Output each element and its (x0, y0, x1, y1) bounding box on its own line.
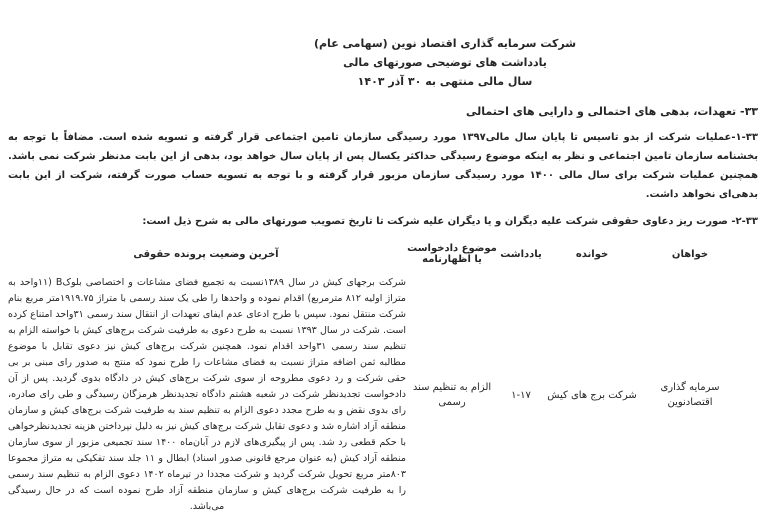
fiscal-period: سال مالی منتهی به ۳۰ آذر ۱۴۰۳ (357, 75, 533, 88)
cell-defendant: شرکت برج های کیش (547, 389, 637, 401)
column-header-case-status: آخرین وضعیت پرونده حقوقی (133, 248, 279, 260)
column-header-defendant: خوانده (575, 248, 609, 260)
column-header-note: یادداشت (500, 248, 542, 260)
document-title: یادداشت های توضیحی صورتهای مالی (343, 56, 547, 69)
column-header-subject: موضوع دادخواست یا اظهارنامه (407, 243, 497, 265)
table-header-row (6, 237, 740, 271)
legal-cases-table (0, 237, 768, 515)
company-name: شرکت سرمایه گذاری اقتصاد نوین (سهامی عام) (313, 37, 577, 50)
cell-note-ref: ۱-۱۷ (511, 389, 531, 401)
cell-subject: الزام به تنظیم سند رسمی (412, 382, 492, 408)
column-header-plaintiff: خواهان (671, 248, 709, 260)
section-33-title: ۳۳- تعهدات، بدهی های احتمالی و دارایی های احتمالی (465, 105, 758, 118)
table-row (6, 275, 740, 515)
cell-plaintiff: سرمایه گذاری اقتصادنوین (660, 382, 720, 408)
note-33-2-intro: ۲-۳۳- صورت ریز دعاوی حقوقی شرکت علیه دیگران و یا دیگران علیه شرکت تا تاریخ تصویب صورتهای مالی به شرح ذیل است: (142, 216, 758, 227)
cell-case-status: شرکت برجهای کیش در سال ۱۳۸۹نسبت به تجمیع فضای مشاعات و اختصاصی بلوکB (۱۱واحد به متراژ اولیه ۸۱۲ مترمربع) اقدام نموده و واحدها را طی یک سند رسمی با متراژ ۱۹۱۹.۷۵متر مربع بنام شرکت منتقل نمود. سپس با طرح ادعای عدم ایفای تعهدات از انتقال سند رسمی ۳۱واحد امتناع کرده است. شرکت در سال ۱۳۹۳ نسبت به طرح دعوی به طرفیت شرکت برج‌های کیش با خواسته الزام به تنظیم سند رسمی ۳۱واحد اقدام نمود. همچنین شرکت برج‌های کیش نیز دعوی تقابل با موضوع مطالبه ثمن اضافه متراژ نسبت به فضای مشاعات را طرح نمود که منتج به صدور رای مبنی بر بی حقی شرکت و رد دعوی مطروحه از سوی شرکت برج‌های کیش در دادگاه بدوی گردید. پس از آن دادخواست تجدیدنظر شرکت در شعبه هشتم دادگاه تجدیدنظر هرمزگان رسیدگی و طی رای صادره، رای بدوی نقض و به طرح مجدد دعوی الزام به تنظیم سند به طرفیت شرکت برج‌های کیش و سازمان منطقه آزاد اشاره شد و دعوی تقابل شرکت برج‌های کیش نیز به دلیل نپرداختن هزینه تجدیدنظرخواهی با حکم قطعی رد شد. پس از پیگیری‌های لازم در آبان‌ماه ۱۴۰۰ سند تجمیعی مزبور از سوی سازمان منطقه آزاد کیش (به عنوان مرجع قانونی صدور اسناد) ابطال و ۱۱ جلد سند تفکیکی به متراژ مجموعا ۸۰۳متر مربع تحویل شرکت گردید و شرکت مجددا در تیرماه ۱۴۰۲ دعوی الزام به تنظیم سند رسمی را به طرفیت شرکت برج‌های کیش و سازمان منطقه آزاد طرح نموده است که در حال رسیدگی می‌باشد. (8, 277, 407, 512)
note-33-1-paragraph: ۱-۳۳-عملیات شرکت از بدو تاسیس تا پایان سال مالی۱۳۹۷ مورد رسیدگی سازمان تامین اجتماعی قرار گرفته و تسویه شده است. مضافاً با توجه به بخشنامه سازمان تامین اجتماعی و نظر به اینکه موضوع رسیدگی حداکثر یکسال پس از پایان سال خواهد بود، بدهی از این بابت مدنظر شرکت نمی باشد. همچنین عملیات شرکت برای سال مالی ۱۴۰۰ مورد رسیدگی سازمان مزبور قرار گرفته و با توجه به تسویه حساب صورت گرفته، شرکت از این بابت بدهی‌ای نخواهد داشت. (8, 132, 758, 200)
document-header (122, 34, 768, 91)
